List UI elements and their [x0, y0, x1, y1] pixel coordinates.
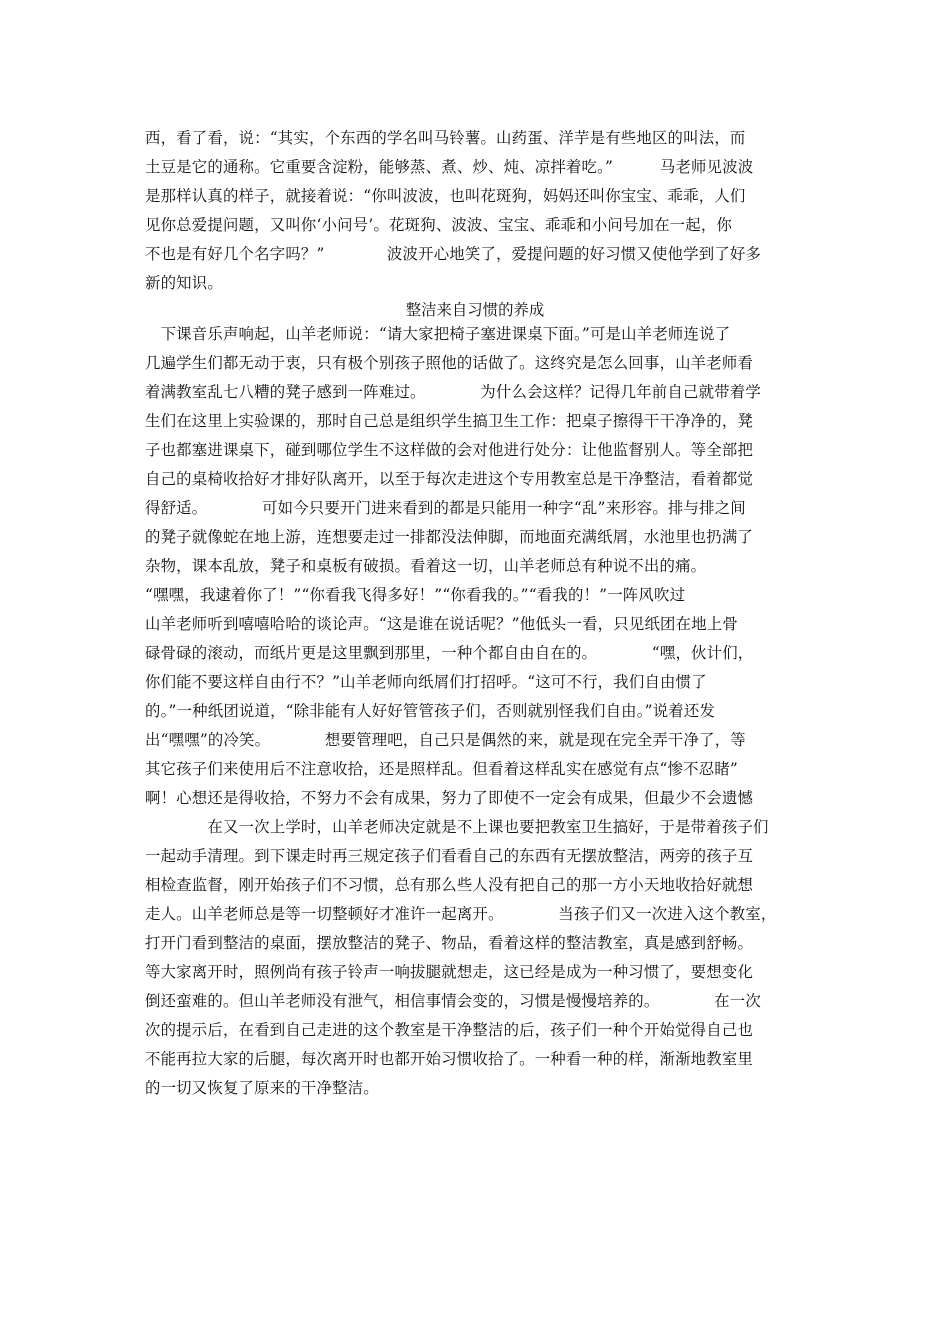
- text-line: 的凳子就像蛇在地上游，连想要走过一排都没法伸脚，而地面充满纸屑，水池里也扔满了: [145, 528, 754, 546]
- text-line: 几遍学生们都无动于衷，只有极个别孩子照他的话做了。这终究是怎么回事，山羊老师看: [145, 354, 754, 372]
- story-continuation: [145, 124, 825, 298]
- text-line: 下课音乐声响起，山羊老师说：“请大家把椅子塞进课桌下面。”可是山羊老师连说了: [145, 325, 731, 343]
- text-line: 的一切又恢复了原来的干净整洁。: [145, 1079, 379, 1097]
- text-line: 不也是有好几个名字吗？” 波波开心地笑了，爱提问题的好习惯又使他学到了好多: [145, 245, 762, 263]
- text-line: 子也都塞进课桌下，碰到哪位学生不这样做的会对他进行处分：让他监督别人。等全部把: [145, 441, 754, 459]
- text-line: 走人。山羊老师总是等一切整顿好才准许一起离开。 当孩子们又一次进入这个教室，: [145, 905, 777, 923]
- text-line: 山羊老师听到嘻嘻哈哈的谈论声。“这是谁在说话呢？”他低头一看，只见纸团在地上骨: [145, 615, 738, 633]
- article-title: 整洁来自习惯的养成: [405, 301, 545, 319]
- text-line: 一起动手清理。到下课走时再三规定孩子们看看自己的东西有无摆放整洁，两旁的孩子互: [145, 847, 754, 865]
- text-line: 你们能不要这样自由行不？”山羊老师向纸屑们打招呼。“这可不行，我们自由惯了: [145, 673, 707, 691]
- text-line: 倒还蛮难的。但山羊老师没有泄气，相信事情会变的，习惯是慢慢培养的。 在一次: [145, 992, 761, 1010]
- text-line: 碌骨碌的滚动，而纸片更是这里飘到那里，一种个都自由自在的。 “嘿，伙计们，: [145, 644, 754, 662]
- text-line: 见你总爱提问题，又叫你‘小问号’。花斑狗、波波、宝宝、乖乖和小问号加在一起，你: [145, 216, 733, 234]
- text-line: 等大家离开时，照例尚有孩子铃声一响拔腿就想走，这已经是成为一种习惯了，要想变化: [145, 963, 754, 981]
- text-line: 是那样认真的样子，就接着说：“你叫波波，也叫花斑狗，妈妈还叫你宝宝、乖乖，人们: [145, 187, 746, 205]
- text-line: 次的提示后，在看到自己走进的这个教室是干净整洁的后，孩子们一种个开始觉得自己也: [145, 1021, 754, 1039]
- text-line: 新的知识。: [145, 274, 223, 292]
- text-line: 不能再拉大家的后腿，每次离开时也都开始习惯收拾了。一种看一种的样，渐渐地教室里: [145, 1050, 754, 1068]
- text-line: 打开门看到整洁的桌面，摆放整洁的凳子、物品，看着这样的整洁教室，真是感到舒畅。: [145, 934, 754, 952]
- text-line: “嘿嘿，我逮着你了！”“你看我飞得多好！”“你看我的。”“看我的！”一阵风吹过: [145, 586, 686, 604]
- article-body: [145, 320, 825, 1103]
- text-line: 相检查监督，刚开始孩子们不习惯，总有那么些人没有把自己的那一方小天地收拾好就想: [145, 876, 754, 894]
- text-line: 得舒适。 可如今只要开门进来看到的都是只能用一种字“乱”来形容。排与排之间: [145, 499, 746, 517]
- text-line: 土豆是它的通称。它重要含淀粉，能够蒸、煮、炒、炖、凉拌着吃。” 马老师见波波: [145, 158, 754, 176]
- text-line: 出“嘿嘿”的冷笑。 想要管理吧，自己只是偶然的来，就是现在完全弄干净了，等: [145, 731, 746, 749]
- text-line: 在又一次上学时，山羊老师决定就是不上课也要把教室卫生搞好，于是带着孩子们: [145, 818, 769, 836]
- text-line: 着满教室乱七八糟的凳子感到一阵难过。 为什么会这样？记得几年前自己就带着学: [145, 383, 761, 401]
- text-line: 西，看了看，说：“其实，个东西的学名叫马铃薯。山药蛋、洋芋是有些地区的叫法，而: [145, 129, 746, 147]
- text-line: 自己的桌椅收拾好才排好队离开，以至于每次走进这个专用教室总是干净整洁，看着都觉: [145, 470, 754, 488]
- text-line: 其它孩子们来使用后不注意收拾，还是照样乱。但看着这样乱实在感觉有点“惨不忍睹”: [145, 760, 738, 778]
- text-line: 啊！心想还是得收拾，不努力不会有成果，努力了即使不一定会有成果，但最少不会遗憾: [145, 789, 754, 807]
- text-line: 生们在这里上实验课的，那时自己总是组织学生搞卫生工作：把桌子擦得干干净净的，凳: [145, 412, 754, 430]
- text-line: 的。”一种纸团说道，“除非能有人好好管管孩子们，否则就别怪我们自由。”说着还发: [145, 702, 716, 720]
- text-line: 杂物，课本乱放，凳子和桌板有破损。看着这一切，山羊老师总有种说不出的痛。: [145, 557, 707, 575]
